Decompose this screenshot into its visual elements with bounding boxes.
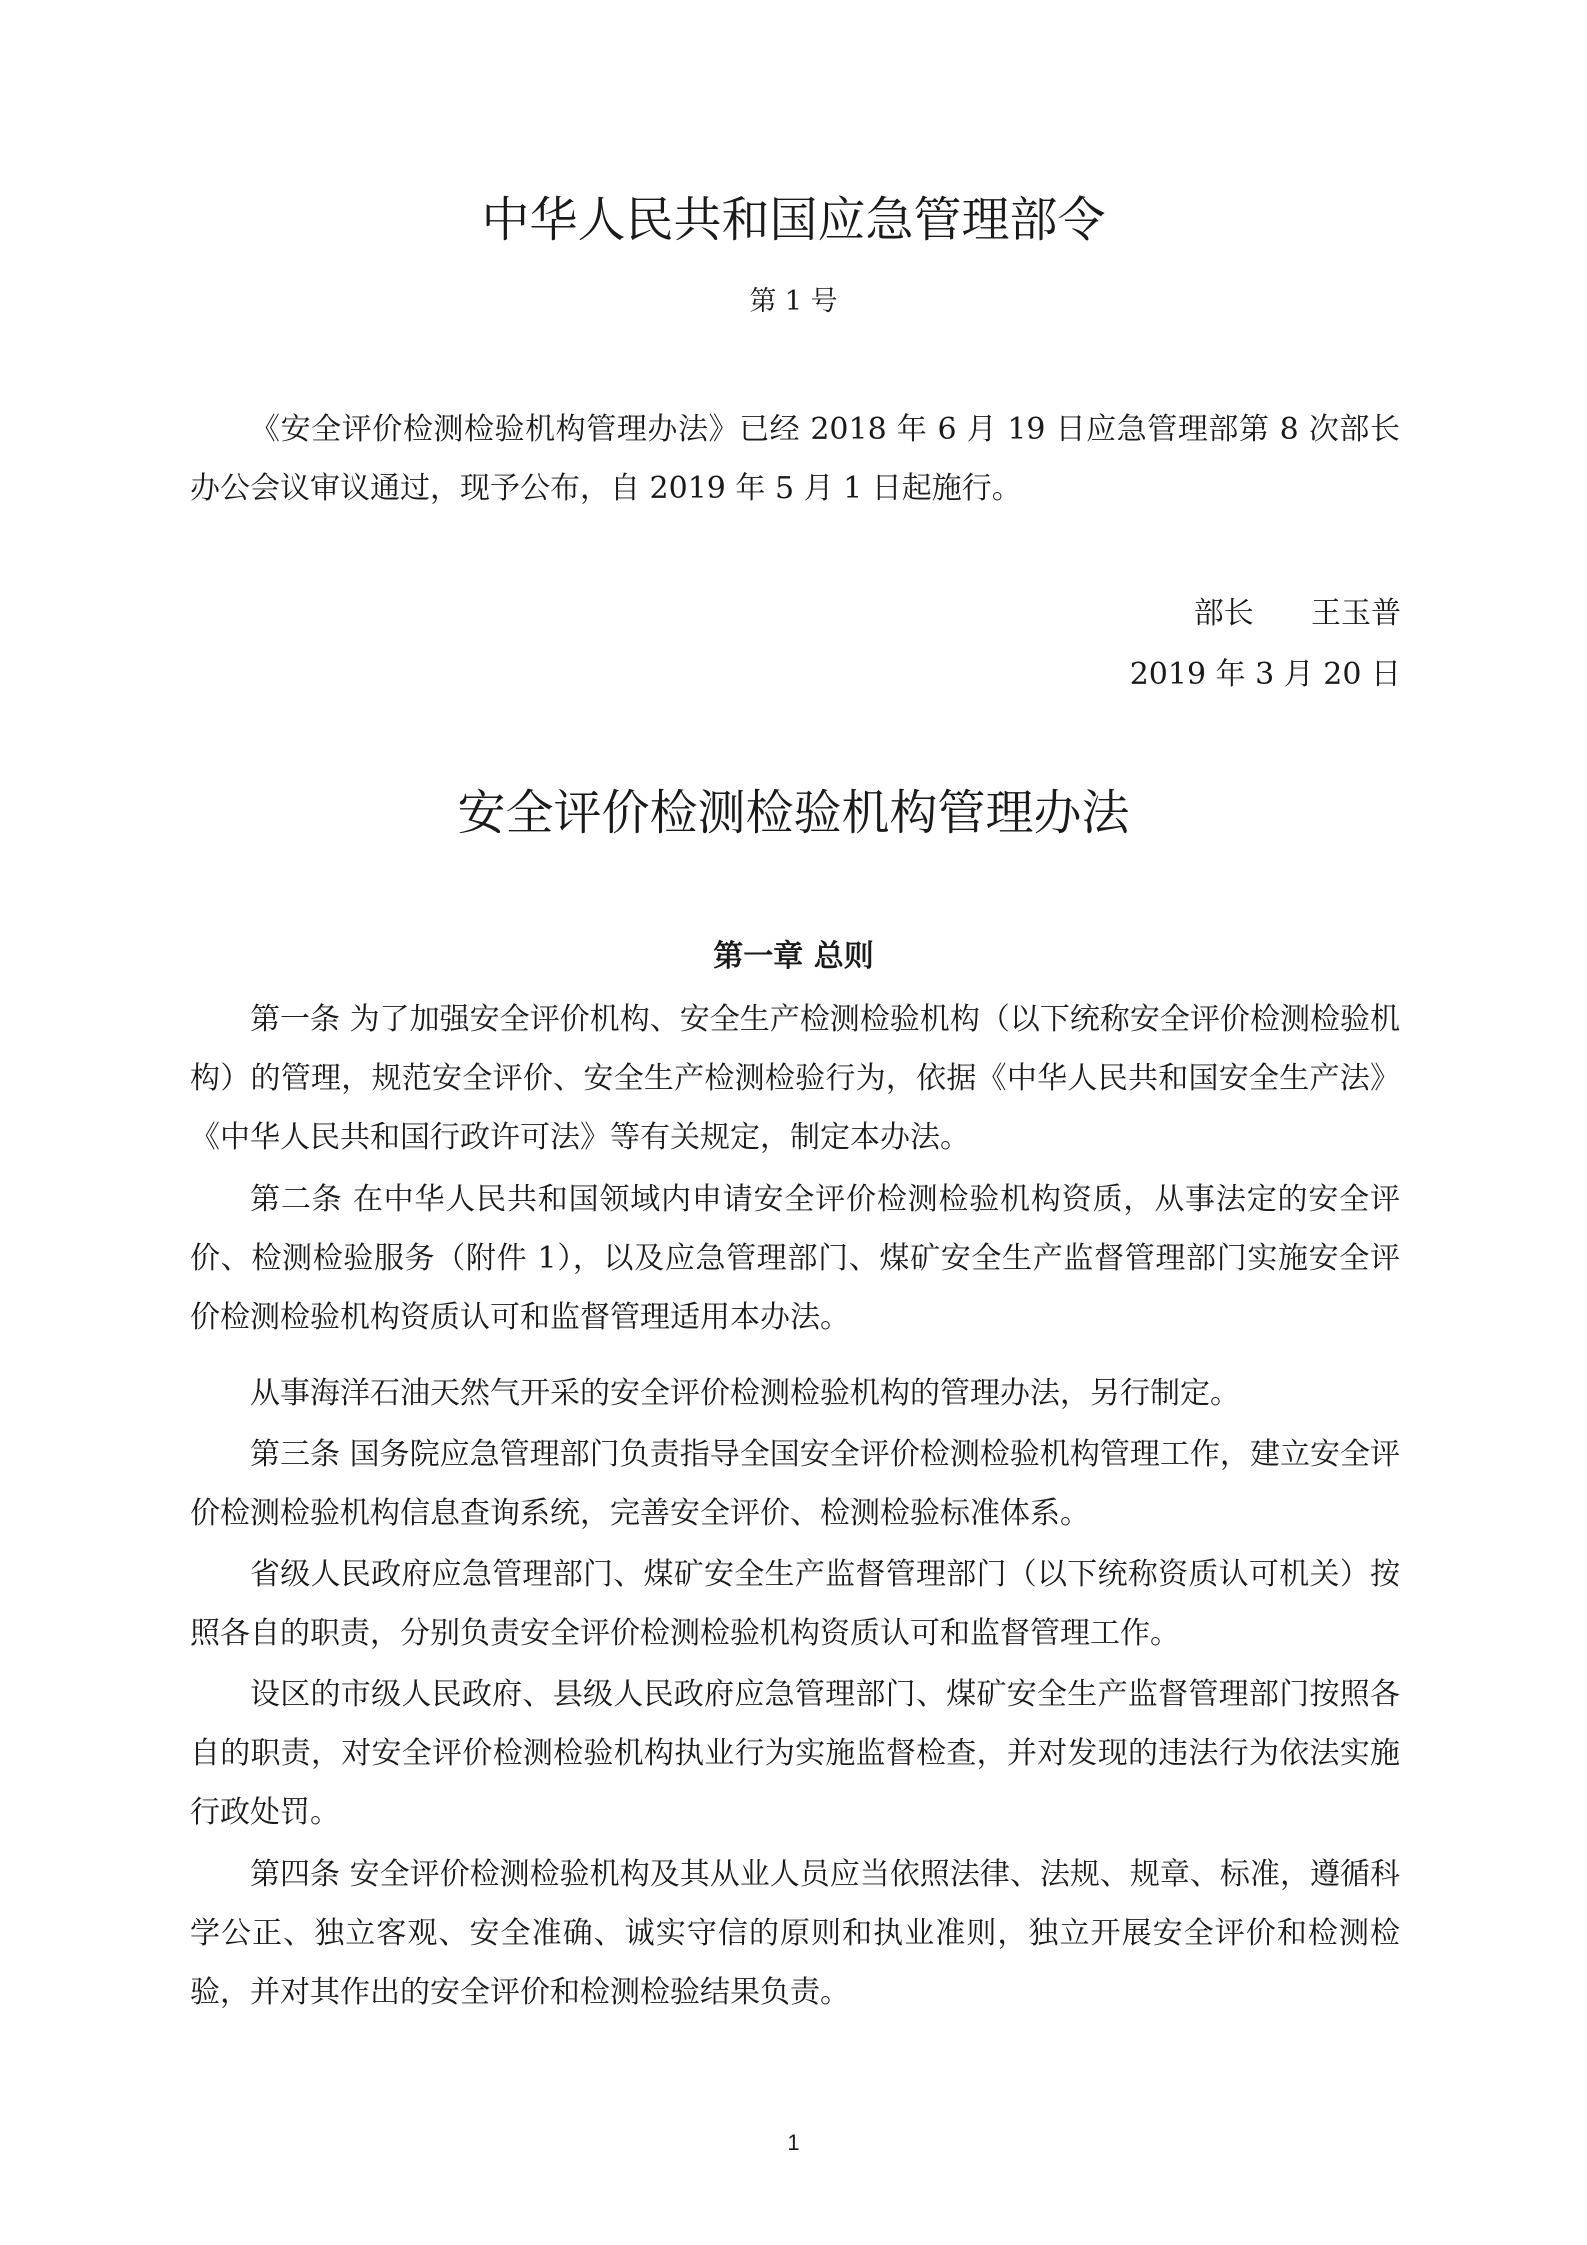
signer-line: 部长 王玉普 <box>1193 596 1401 631</box>
law-title: 安全评价检测检验机构管理办法 <box>457 785 1130 841</box>
article-1-paragraph: 第一条 为了加强安全评价机构、安全生产检测检验机构（以下统称安全评价检测检验机构）的管理，规范安全评价、安全生产检测检验行为，依据《中华人民共和国安全生产法》《中华人民共和国行政许可法》等有关规定，制定本办法。 <box>190 1002 1400 1155</box>
signature-date: 2019 年 3 月 20 日 <box>1129 657 1401 692</box>
article-3-second-paragraph: 省级人民政府应急管理部门、煤矿安全生产监督管理部门（以下统称资质认可机关）按照各自的职责，分别负责安全评价检测检验机构资质认可和监督管理工作。 <box>190 1557 1400 1651</box>
chapter-heading: 第一章 总则 <box>713 939 874 974</box>
page-number: 1 <box>787 2130 800 2155</box>
decree-title: 中华人民共和国应急管理部令 <box>481 192 1106 248</box>
decree-number: 第 1 号 <box>749 286 838 317</box>
article-3-paragraph: 第三条 国务院应急管理部门负责指导全国安全评价检测检验机构管理工作，建立安全评价检测检验机构信息查询系统，完善安全评价、检测检验标准体系。 <box>190 1437 1400 1531</box>
article-3-third-paragraph: 设区的市级人民政府、县级人民政府应急管理部门、煤矿安全生产监督管理部门按照各自的职责，对安全评价检测检验机构执业行为实施监督检查，并对发现的违法行为依法实施行政处罚。 <box>190 1677 1400 1830</box>
article-2-paragraph: 第二条 在中华人民共和国领域内申请安全评价检测检验机构资质，从事法定的安全评价、检测检验服务（附件 1），以及应急管理部门、煤矿安全生产监督管理部门实施安全评价检测检验机构资质认可和监督管理适用本办法。 <box>190 1182 1400 1335</box>
article-2-continuation-paragraph: 从事海洋石油天然气开采的安全评价检测检验机构的管理办法，另行制定。 <box>250 1376 1240 1411</box>
decree-announcement: 《安全评价检测检验机构管理办法》已经 2018 年 6 月 19 日应急管理部第 8 次部长办公会议审议通过，现予公布，自 2019 年 5 月 1 日起施行。 <box>190 412 1400 506</box>
article-4-paragraph: 第四条 安全评价检测检验机构及其从业人员应当依照法律、法规、规章、标准，遵循科学公正、独立客观、安全准确、诚实守信的原则和执业准则，独立开展安全评价和检测检验，并对其作出的安全评价和检测检验结果负责。 <box>190 1857 1400 2010</box>
